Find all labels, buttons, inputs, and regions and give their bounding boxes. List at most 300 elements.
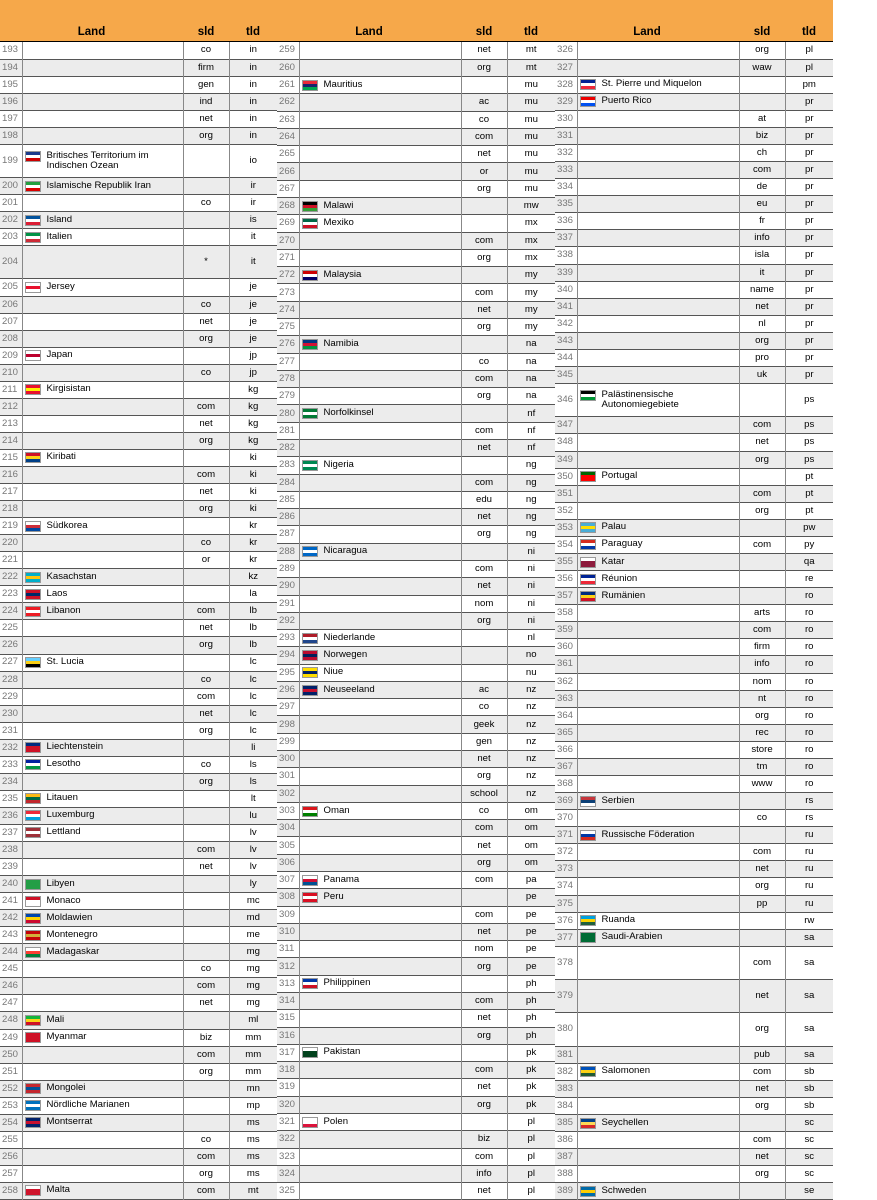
cell-tld: se <box>785 1183 833 1200</box>
table-row <box>277 405 555 422</box>
row-number: 309 <box>279 908 296 920</box>
cell-tld: sc <box>785 1132 833 1149</box>
cell-tld: pl <box>785 42 833 59</box>
cell-land <box>577 366 739 383</box>
flag-icon <box>302 978 318 989</box>
cell-land <box>22 569 183 586</box>
row-number: 224 <box>0 603 22 620</box>
cell-sld <box>183 790 229 807</box>
row-number: 356 <box>557 573 574 585</box>
cell-land <box>299 1165 461 1182</box>
cell-tld: pl <box>507 1165 555 1182</box>
header-sld: sld <box>475 26 493 38</box>
cell-land <box>299 77 461 94</box>
table-row <box>555 110 833 127</box>
cell-sld: net <box>739 861 785 878</box>
cell-tld: mu <box>507 163 555 180</box>
cell-sld: com <box>739 844 785 861</box>
cell-tld: ph <box>507 1027 555 1044</box>
cell-sld: nom <box>461 941 507 958</box>
cell-land <box>299 405 461 422</box>
table-row <box>277 1165 555 1182</box>
cell-land <box>577 571 739 588</box>
row-number: 322 <box>277 1131 299 1148</box>
table-row <box>0 229 277 246</box>
header-tld: tld <box>801 26 817 38</box>
cell-land <box>22 859 183 876</box>
country-name: Mongolei <box>46 1082 86 1094</box>
cell-tld: ni <box>507 543 555 560</box>
country-name: Saudi-Arabien <box>601 931 663 943</box>
cell-tld: ro <box>785 588 833 605</box>
flag-icon <box>25 452 41 463</box>
table-row <box>277 802 555 819</box>
table-row <box>277 1062 555 1079</box>
row-number: 344 <box>557 351 574 363</box>
table-row <box>0 246 277 279</box>
cell-sld: org <box>183 127 229 144</box>
table-row <box>555 213 833 230</box>
cell-land <box>577 264 739 281</box>
cell-land <box>22 42 183 59</box>
row-number: 341 <box>555 298 577 315</box>
cell-sld <box>739 793 785 810</box>
cell-land <box>299 664 461 681</box>
table-row <box>555 417 833 434</box>
cell-land <box>22 910 183 927</box>
table-row <box>0 110 277 127</box>
table-row <box>0 722 277 739</box>
country-name: Japan <box>46 349 73 361</box>
cell-tld: ro <box>785 622 833 639</box>
flag-icon <box>580 1118 596 1129</box>
cell-tld: ng <box>507 509 555 526</box>
cell-tld: sa <box>785 980 833 1013</box>
cell-land <box>22 927 183 944</box>
cell-sld: com <box>739 1132 785 1149</box>
row-number: 320 <box>277 1096 299 1113</box>
row-number: 350 <box>557 470 574 482</box>
row-number: 276 <box>277 336 299 353</box>
table-row <box>0 449 277 466</box>
cell-tld: mu <box>507 146 555 163</box>
cell-sld <box>183 1012 229 1029</box>
table-row <box>555 741 833 758</box>
table-row <box>0 381 277 398</box>
cell-tld: pr <box>785 179 833 196</box>
cell-sld <box>739 827 785 844</box>
cell-sld <box>183 569 229 586</box>
cell-tld: mg <box>229 978 277 995</box>
cell-land <box>577 196 739 213</box>
cell-land <box>577 162 739 179</box>
row-number: 261 <box>279 79 296 91</box>
cell-land <box>22 381 183 398</box>
row-number: 375 <box>555 895 577 912</box>
row-number: 194 <box>0 59 22 76</box>
header-land: Land <box>633 26 661 38</box>
row-number: 198 <box>0 127 22 144</box>
table-row <box>0 842 277 859</box>
country-name: Norwegen <box>323 648 368 660</box>
cell-tld: is <box>229 212 277 229</box>
table-row <box>0 212 277 229</box>
cell-sld <box>461 198 507 215</box>
cell-sld <box>461 975 507 992</box>
cell-land <box>299 370 461 387</box>
cell-sld: arts <box>739 605 785 622</box>
cell-tld: in <box>229 42 277 59</box>
cell-sld: nom <box>461 595 507 612</box>
cell-tld: ls <box>229 756 277 773</box>
cell-land <box>22 671 183 688</box>
row-number: 213 <box>2 417 19 429</box>
row-number: 197 <box>2 112 19 124</box>
cell-tld: ni <box>507 612 555 629</box>
row-number: 254 <box>0 1114 22 1131</box>
cell-land <box>577 349 739 366</box>
table-row <box>555 230 833 247</box>
flag-icon <box>302 806 318 817</box>
row-number: 379 <box>555 980 577 1013</box>
cell-sld: pp <box>739 895 785 912</box>
cell-land <box>577 536 739 553</box>
cell-land <box>22 1182 183 1199</box>
cell-tld: lt <box>229 790 277 807</box>
cell-land <box>299 146 461 163</box>
country-name: Philippinen <box>323 977 371 989</box>
row-number: 250 <box>0 1046 22 1063</box>
flag-icon <box>25 879 41 890</box>
table-row <box>555 298 833 315</box>
table-row <box>555 776 833 793</box>
cell-tld: ps <box>785 451 833 468</box>
cell-land <box>22 552 183 569</box>
cell-land <box>299 906 461 923</box>
cell-land <box>22 59 183 76</box>
cell-land <box>22 688 183 705</box>
cell-land <box>299 1044 461 1061</box>
cell-sld: net <box>739 1149 785 1166</box>
cell-land <box>299 923 461 940</box>
cell-tld: sa <box>785 1046 833 1063</box>
row-number: 202 <box>0 212 22 229</box>
table-row <box>277 1131 555 1148</box>
cell-sld: info <box>739 230 785 247</box>
cell-sld: org <box>183 330 229 347</box>
header-tld: tld <box>523 26 539 38</box>
row-number: 257 <box>2 1167 19 1179</box>
cell-tld: sb <box>785 1097 833 1114</box>
flag-icon <box>25 793 41 804</box>
table-row <box>0 1063 277 1080</box>
table-row <box>555 793 833 810</box>
cell-tld: ni <box>507 560 555 577</box>
cell-tld: pk <box>507 1096 555 1113</box>
cell-sld <box>461 1113 507 1130</box>
cell-sld: org <box>461 59 507 76</box>
cell-tld: ro <box>785 724 833 741</box>
cell-sld: co <box>461 111 507 128</box>
cell-sld <box>183 229 229 246</box>
cell-land <box>577 810 739 827</box>
country-name: Madagaskar <box>46 945 100 957</box>
cell-tld: ru <box>785 827 833 844</box>
cell-land <box>22 978 183 995</box>
row-number: 242 <box>0 910 22 927</box>
cell-tld: ps <box>785 417 833 434</box>
cell-land <box>577 1183 739 1200</box>
country-name: Mexiko <box>323 216 354 228</box>
table-row <box>0 586 277 603</box>
table-row <box>0 501 277 518</box>
cell-land <box>577 315 739 332</box>
table-row <box>277 699 555 716</box>
country-name: Malawi <box>323 199 354 211</box>
flag-icon <box>25 657 41 668</box>
table-row <box>277 267 555 284</box>
cell-sld <box>461 457 507 474</box>
cell-land <box>22 178 183 195</box>
cell-tld: pt <box>785 502 833 519</box>
row-number: 313 <box>279 977 296 989</box>
table-row <box>0 1080 277 1097</box>
cell-land <box>299 215 461 232</box>
cell-land <box>299 42 461 59</box>
cell-land <box>22 296 183 313</box>
row-number: 338 <box>557 249 574 261</box>
row-number: 284 <box>277 474 299 491</box>
cell-land <box>577 844 739 861</box>
cell-sld: net <box>183 484 229 501</box>
cell-tld: nz <box>507 785 555 802</box>
country-name: Réunion <box>601 572 638 584</box>
cell-sld: org <box>461 249 507 266</box>
cell-tld: nf <box>507 422 555 439</box>
country-name: Malaysia <box>323 268 362 280</box>
row-number: 252 <box>0 1080 22 1097</box>
cell-sld: or <box>461 163 507 180</box>
cell-land <box>22 415 183 432</box>
cell-sld: org <box>739 878 785 895</box>
cell-tld: mu <box>507 111 555 128</box>
flag-icon <box>25 896 41 907</box>
table-row <box>0 1097 277 1114</box>
cell-tld: na <box>507 370 555 387</box>
row-number: 278 <box>277 370 299 387</box>
cell-tld: pl <box>507 1148 555 1165</box>
cell-land <box>577 741 739 758</box>
cell-sld: com <box>739 622 785 639</box>
cell-land <box>577 417 739 434</box>
table-row <box>277 889 555 906</box>
cell-sld: com <box>461 284 507 301</box>
table-row <box>277 336 555 353</box>
cell-sld: org <box>461 526 507 543</box>
row-number: 236 <box>0 807 22 824</box>
row-number: 332 <box>557 146 574 158</box>
country-name: Britisches Territorium im Indischen Ozean <box>46 149 149 171</box>
table-row <box>277 1183 555 1200</box>
row-number: 247 <box>2 997 19 1009</box>
cell-land <box>299 163 461 180</box>
cell-tld: ni <box>507 578 555 595</box>
table-row <box>277 111 555 128</box>
flag-icon <box>580 539 596 550</box>
row-number: 229 <box>2 690 19 702</box>
row-number: 363 <box>555 690 577 707</box>
row-number: 346 <box>557 394 574 406</box>
cell-sld: isla <box>739 247 785 264</box>
table-row <box>555 605 833 622</box>
cell-tld: pr <box>785 298 833 315</box>
table-column-2 <box>277 0 555 1200</box>
row-number: 231 <box>2 724 19 736</box>
cell-sld: com <box>739 162 785 179</box>
row-number: 285 <box>279 493 296 505</box>
cell-sld: org <box>183 432 229 449</box>
table-row <box>277 232 555 249</box>
table-row <box>277 128 555 145</box>
flag-icon <box>25 759 41 770</box>
row-number: 304 <box>277 820 299 837</box>
row-number: 208 <box>0 330 22 347</box>
cell-land <box>577 1080 739 1097</box>
cell-sld: net <box>183 313 229 330</box>
row-number: 329 <box>555 93 577 110</box>
cell-tld: lb <box>229 637 277 654</box>
row-number: 376 <box>557 914 574 926</box>
cell-land <box>299 94 461 111</box>
table-row <box>277 1044 555 1061</box>
cell-land <box>22 995 183 1012</box>
row-number: 215 <box>2 451 19 463</box>
cell-land <box>577 776 739 793</box>
cell-tld: mw <box>507 198 555 215</box>
cell-sld: co <box>461 699 507 716</box>
cell-sld: org <box>739 1097 785 1114</box>
cell-sld: co <box>183 364 229 381</box>
country-name: Nigeria <box>323 458 354 470</box>
table-row <box>0 484 277 501</box>
cell-sld <box>461 77 507 94</box>
cell-sld: com <box>461 872 507 889</box>
cell-tld: pk <box>507 1062 555 1079</box>
row-number: 299 <box>279 735 296 747</box>
cell-tld: kr <box>229 518 277 535</box>
cell-sld <box>739 384 785 417</box>
cell-tld: pr <box>785 349 833 366</box>
table-row <box>555 878 833 895</box>
cell-tld: om <box>507 820 555 837</box>
cell-land <box>577 656 739 673</box>
cell-sld: at <box>739 110 785 127</box>
country-name: St. Lucia <box>46 656 84 668</box>
table-row <box>277 595 555 612</box>
row-number: 233 <box>2 758 19 770</box>
cell-tld: rw <box>785 912 833 929</box>
table-row <box>0 739 277 756</box>
cell-tld: pl <box>507 1113 555 1130</box>
table-row <box>0 42 277 59</box>
cell-land <box>577 1013 739 1046</box>
table-row <box>277 94 555 111</box>
flag-icon <box>25 1185 41 1196</box>
flag-icon <box>25 151 41 162</box>
table-row <box>555 349 833 366</box>
flag-icon <box>302 685 318 696</box>
cell-land <box>299 958 461 975</box>
cell-tld: ir <box>229 195 277 212</box>
cell-land <box>577 588 739 605</box>
flag-icon <box>25 282 41 293</box>
country-name: Monaco <box>46 894 81 906</box>
cell-sld <box>183 178 229 195</box>
country-name: Seychellen <box>601 1116 649 1128</box>
cell-tld: ru <box>785 895 833 912</box>
table-row <box>0 688 277 705</box>
table-row <box>277 388 555 405</box>
table-row <box>277 284 555 301</box>
cell-tld: lc <box>229 654 277 671</box>
row-number: 222 <box>0 569 22 586</box>
header-land: Land <box>77 26 106 38</box>
row-number: 206 <box>0 296 22 313</box>
cell-tld: pk <box>507 1079 555 1096</box>
table-column-3 <box>555 0 833 1200</box>
cell-sld: fr <box>739 213 785 230</box>
flag-icon <box>302 80 318 91</box>
cell-sld: com <box>461 1148 507 1165</box>
row-number: 324 <box>277 1165 299 1182</box>
table-row <box>0 1148 277 1165</box>
cell-tld: mm <box>229 1063 277 1080</box>
header-sld: sld <box>197 26 215 38</box>
cell-sld: co <box>183 535 229 552</box>
flag-icon <box>302 667 318 678</box>
cell-tld: ly <box>229 876 277 893</box>
table-row <box>277 1027 555 1044</box>
table-row <box>277 1010 555 1027</box>
cell-tld: ms <box>229 1114 277 1131</box>
cell-land <box>577 827 739 844</box>
row-number: 271 <box>279 251 296 263</box>
flag-icon <box>302 408 318 419</box>
row-number: 253 <box>2 1099 19 1111</box>
cell-tld: ki <box>229 466 277 483</box>
table-row <box>555 810 833 827</box>
row-number: 223 <box>2 588 19 600</box>
row-number: 347 <box>555 417 577 434</box>
cell-land <box>22 586 183 603</box>
table-row <box>277 751 555 768</box>
row-number: 310 <box>277 923 299 940</box>
cell-land <box>299 699 461 716</box>
cell-sld: co <box>183 961 229 978</box>
cell-sld: org <box>739 332 785 349</box>
cell-land <box>299 1148 461 1165</box>
cell-tld: ro <box>785 707 833 724</box>
cell-tld: qa <box>785 553 833 570</box>
row-number: 291 <box>279 597 296 609</box>
cell-sld <box>739 571 785 588</box>
cell-tld: na <box>507 336 555 353</box>
table-row <box>555 844 833 861</box>
table-row <box>0 415 277 432</box>
cell-tld: mu <box>507 94 555 111</box>
cell-land <box>22 110 183 127</box>
country-name: Schweden <box>601 1184 647 1196</box>
